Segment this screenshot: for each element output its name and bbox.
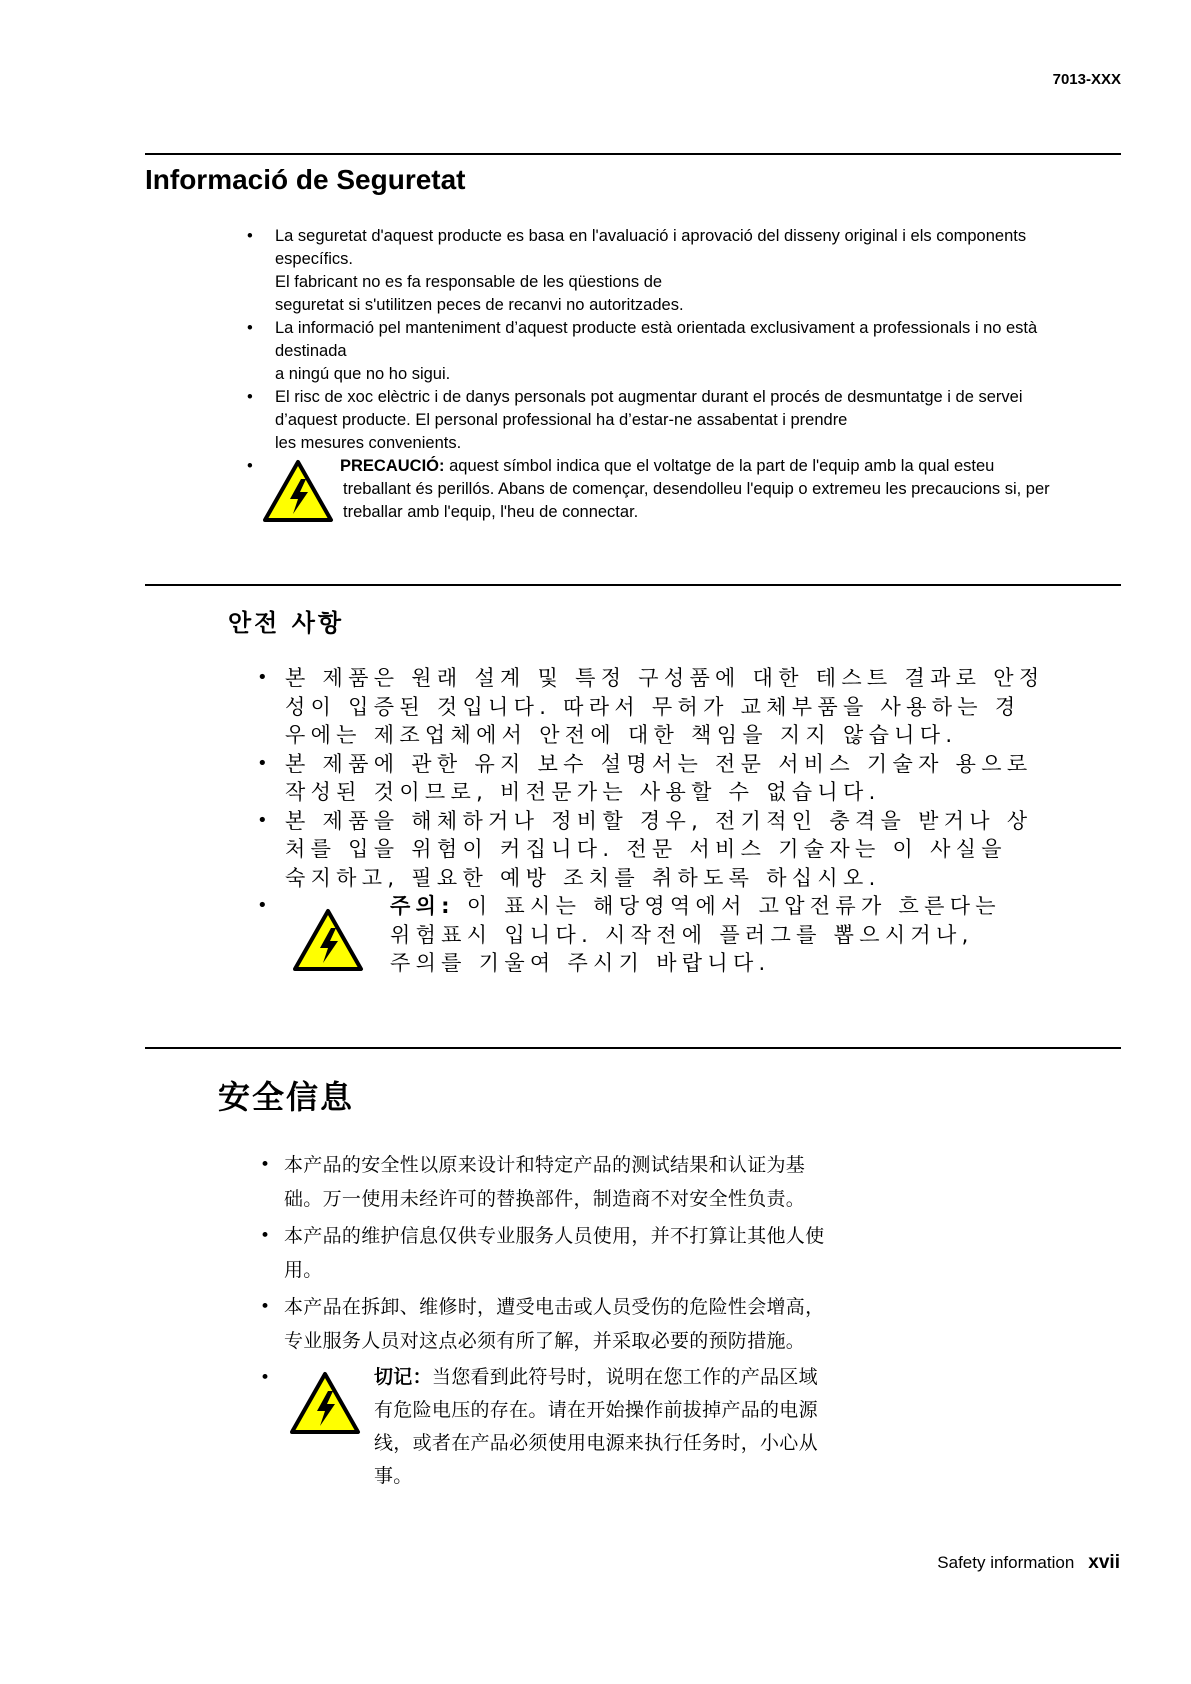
caution-label: 切记： — [374, 1366, 432, 1388]
page-footer — [937, 1552, 1120, 1574]
high-voltage-warning-icon — [289, 1371, 361, 1435]
list-item: • La informació pel manteniment d’aquest producte està orientada exclusivament a professionals i no està destinada a ningú que no ho sigui. — [247, 319, 1038, 383]
safety-list-korean — [257, 664, 1137, 982]
bullet: • — [247, 319, 253, 337]
caution-item — [257, 892, 1137, 982]
page-number: xvii — [1088, 1552, 1120, 1573]
bullet: • — [257, 809, 268, 831]
caution-text: PRECAUCIÓ: aquest símbol indica que el voltatge de la part de l'equip amb la qual esteu treballant és perillós. Abans de començar, desendolleu l'equip o extremeu les precaucions si, per treballar amb l'equip, l'heu de connectar. — [340, 457, 1050, 521]
list-item: • La seguretat d'aquest producte es basa en l'avaluació i aprovació del disseny original i els components específics. El fabricant no es fa responsable de les qüestions de seguretat si s'utilitzen peces de recanvi no autoritzades. — [247, 227, 1027, 314]
caution-label: 주의: — [390, 894, 455, 918]
bullet: • — [260, 1368, 271, 1388]
caution-text: 切记：当您看到此符号时，说明在您工作的产品区域 有危险电压的存在。请在开始操作前拔掉产品的电源 线，或者在产品必须使用电源来执行任务时，小心从 事。 — [374, 1366, 818, 1487]
safety-list-catalan — [247, 225, 1127, 529]
list-item: • 本产品的维护信息仅供专业服务人员使用，并不打算让其他人使 用。 — [260, 1219, 1140, 1287]
list-item: • 本产品的安全性以原来设计和特定产品的测试结果和认证为基 础。万一使用未经许可的替换部件，制造商不对安全性负责。 — [260, 1148, 1140, 1216]
safety-list-chinese — [260, 1148, 1140, 1514]
footer-section-title: Safety information — [937, 1553, 1075, 1572]
bullet: • — [260, 1155, 271, 1175]
bullet: • — [257, 895, 268, 916]
caution-text: 주의: 이 표시는 해당영역에서 고압전류가 흐른다는 위험표시 입니다. 시작전에 플러그를 뽑으시거나, 주의를 기울여 주시기 바랍니다. — [390, 894, 1001, 975]
bullet: • — [257, 752, 268, 774]
bullet: • — [247, 388, 253, 406]
list-item: • El risc de xoc elèctric i de danys personals pot augmentar durant el procés de desmuntatge i de servei d’aquest producte. El personal professional ha d’estar-ne assabentat i prendre les mesures convenients. — [247, 388, 1023, 452]
caution-item — [260, 1361, 1140, 1511]
bullet: • — [260, 1297, 271, 1317]
section-title-korean: 안전 사항 — [228, 609, 345, 637]
list-item: • 본 제품을 해체하거나 정비할 경우, 전기적인 충격을 받거나 상 처를 입을 위험이 커집니다. 전문 서비스 기술자는 이 사실을 숙지하고, 필요한 예방 조치를 취하도록 하십시오. — [257, 808, 1033, 890]
bullet: • — [260, 1226, 271, 1246]
high-voltage-warning-icon — [292, 908, 364, 972]
bullet: • — [257, 667, 268, 688]
section-title-catalan: Informació de Seguretat — [145, 164, 466, 195]
document-code: 7013-XXX — [1052, 71, 1121, 88]
section-divider — [145, 584, 1121, 586]
caution-label: PRECAUCIÓ: — [340, 457, 445, 475]
section-divider — [145, 153, 1121, 155]
list-item: • 본 제품은 원래 설계 및 특정 구성품에 대한 테스트 결과로 안정 성이 입증된 것입니다. 따라서 무허가 교체부품을 사용하는 경 우에는 제조업체에서 안전에 대한 책임을 지지 않습니다. — [257, 666, 1045, 747]
bullet: • — [247, 457, 253, 475]
section-title-chinese: 安全信息 — [218, 1078, 355, 1116]
high-voltage-warning-icon — [262, 459, 334, 523]
caution-item — [247, 455, 1127, 529]
list-item: • 본 제품에 관한 유지 보수 설명서는 전문 서비스 기술자 용으로 작성된 것이므로, 비전문가는 사용할 수 없습니다. — [257, 751, 1033, 804]
list-item: • 本产品在拆卸、维修时，遭受电击或人员受伤的危险性会增高， 专业服务人员对这点必须有所了解，并采取必要的预防措施。 — [260, 1290, 1140, 1358]
bullet: • — [247, 227, 253, 245]
section-divider — [145, 1047, 1121, 1049]
